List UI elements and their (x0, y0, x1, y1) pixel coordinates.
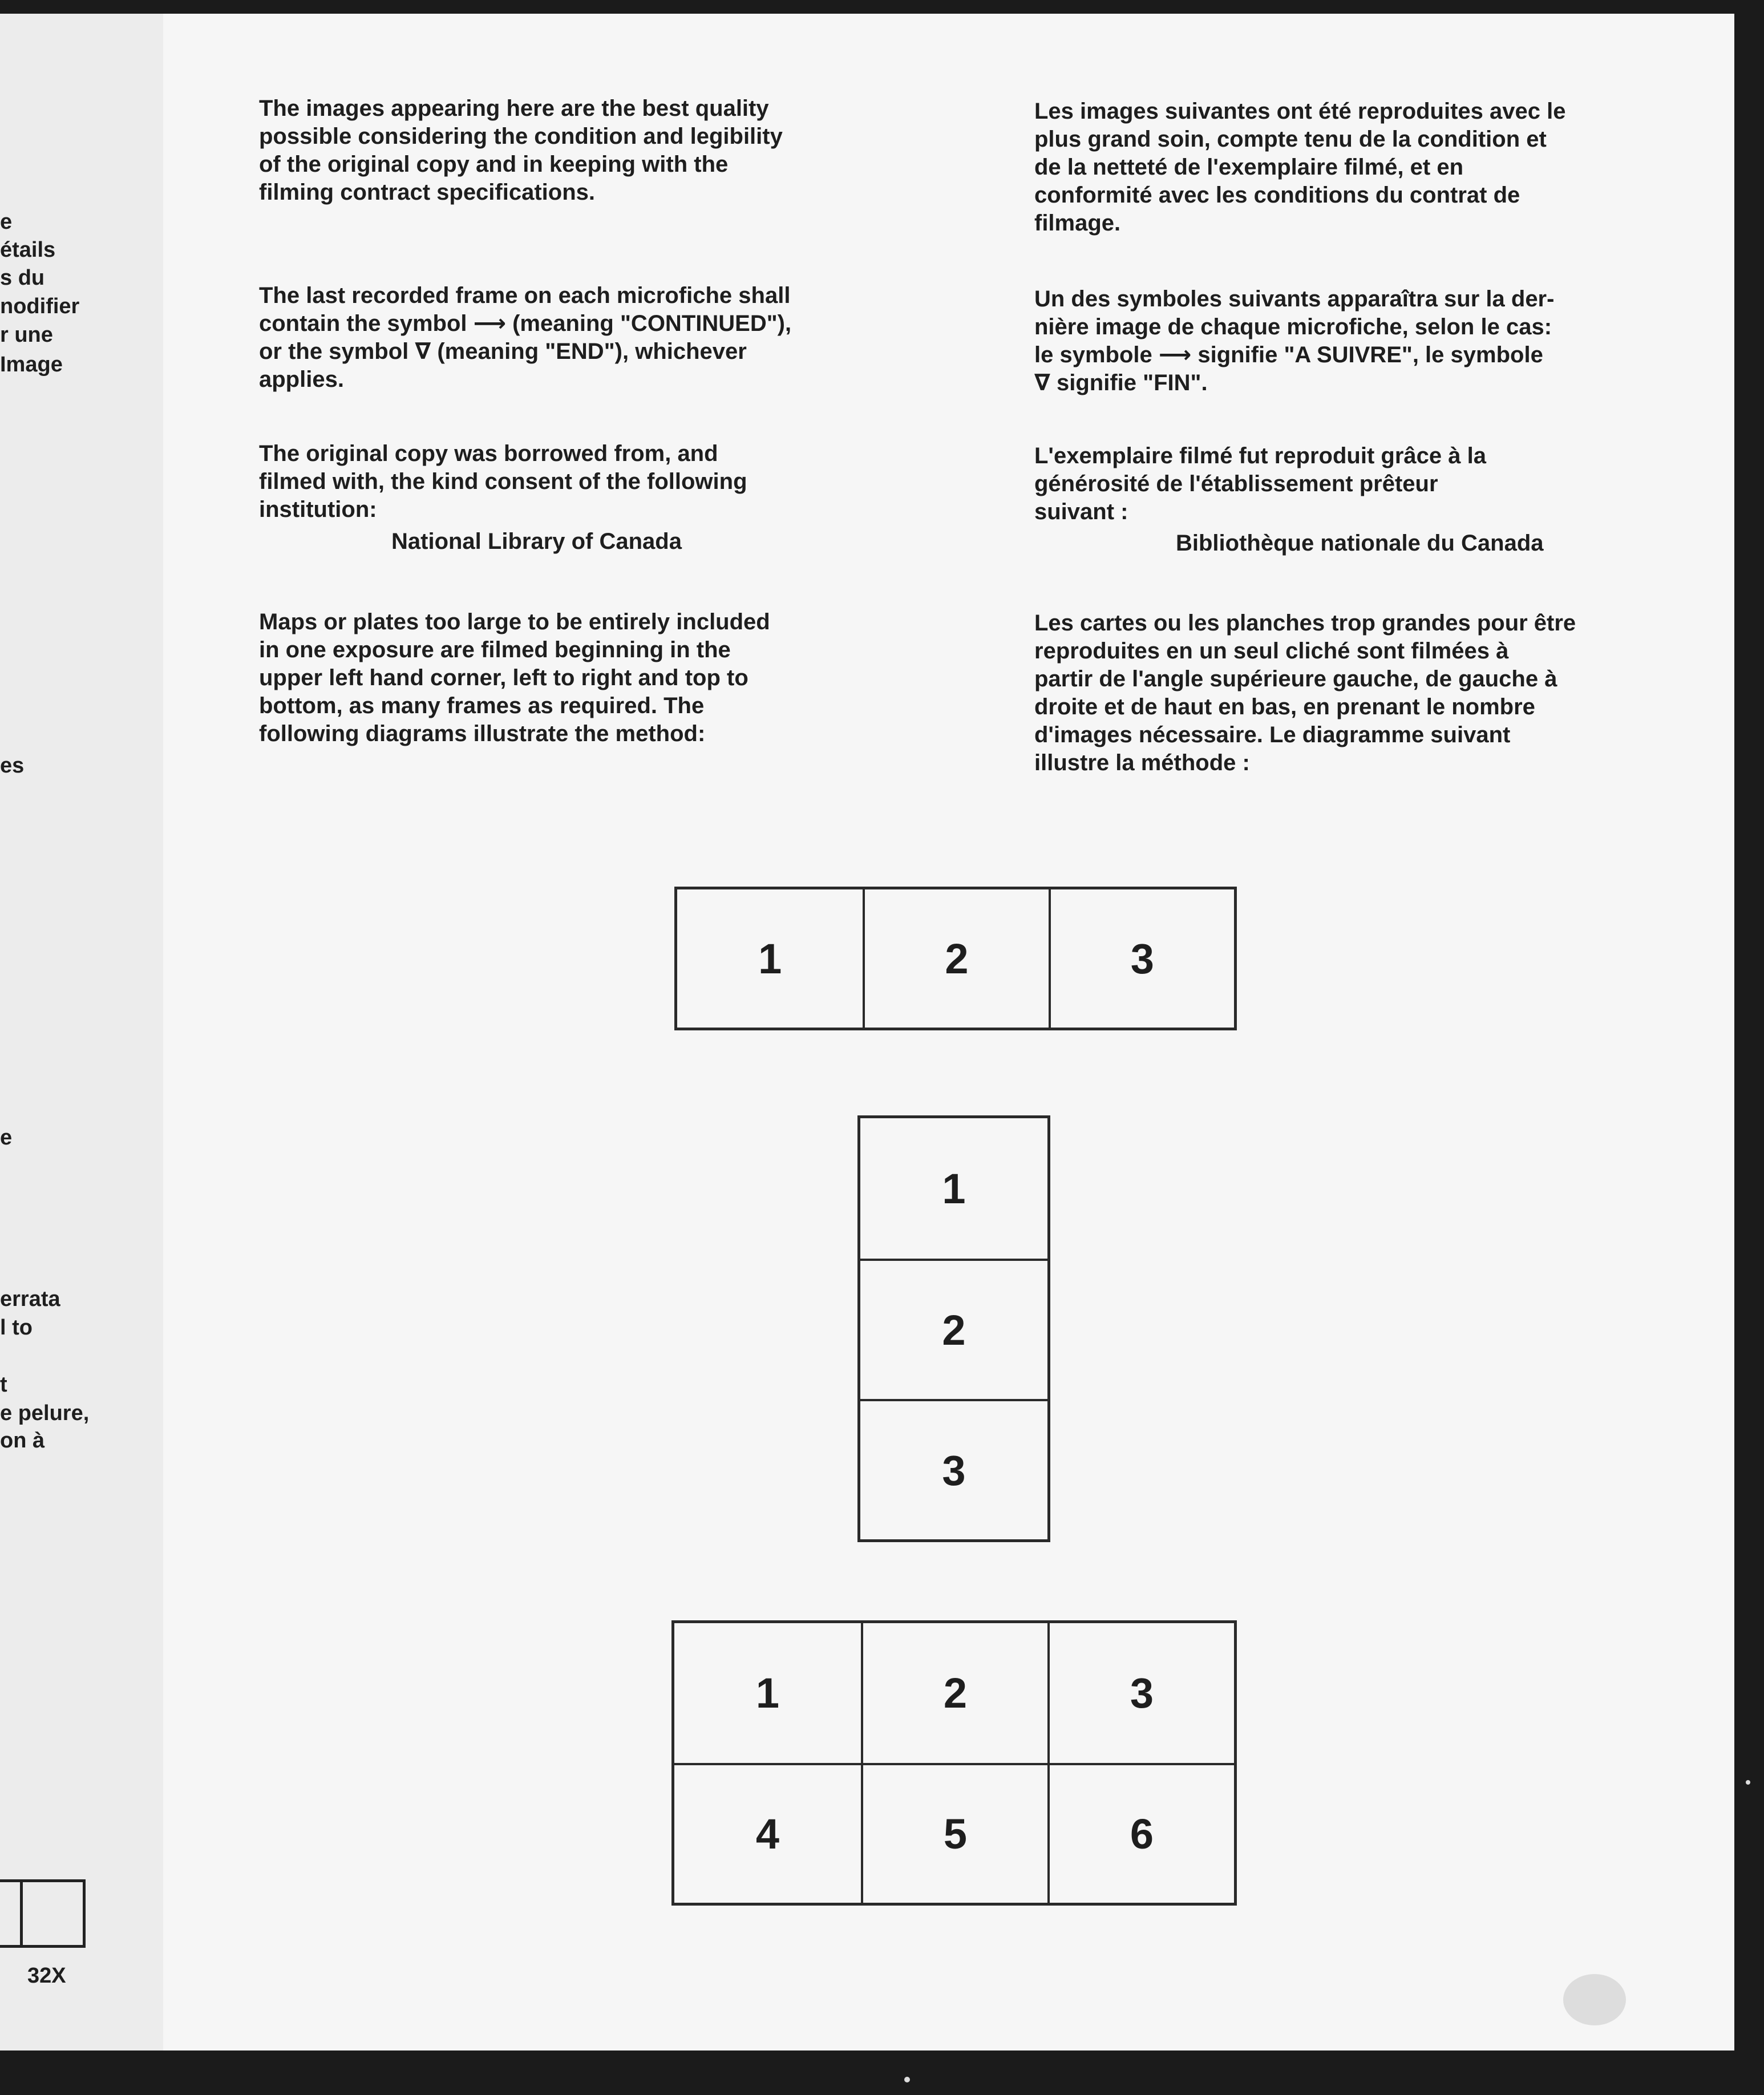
fragment: e pelure, (0, 1401, 90, 1425)
fragment: e (0, 210, 13, 234)
frame-cell: 6 (1047, 1763, 1234, 1903)
previous-page-strip (0, 14, 163, 2050)
english-institution: National Library of Canada (391, 529, 682, 554)
english-consent-notice: The original copy was borrowed from, and filmed with, the kind consent of the following institution: (259, 441, 747, 522)
frame-cell: 3 (860, 1399, 1047, 1539)
dust-speck (1746, 1780, 1750, 1785)
fragment: t (0, 1373, 7, 1397)
french-symbol-notice: Un des symboles suivants apparaîtra sur la der- nière image de chaque microfiche, selon le cas: le symbole ⟶ signifie "A SUIVRE", le symbole ∇ signifie "FIN". (1034, 286, 1555, 395)
english-symbol-notice: The last recorded frame on each microfiche shall contain the symbol ⟶ (meaning "CONTINUED"), or the symbol ∇ (meaning "END"), whichever applies. (259, 283, 792, 392)
french-institution: Bibliothèque nationale du Canada (1176, 531, 1544, 556)
fragment: errata (0, 1287, 60, 1311)
french-maps-notice: Les cartes ou les planches trop grandes pour être reproduites en un seul cliché sont filmées à partir de l'angle supérieure gauche, de gauche à droite et de haut en bas, en prenant le nombre d'images nécessaire. Le diagramme suivant illustre la méthode : (1034, 610, 1576, 775)
fragment: es (0, 754, 25, 778)
frame-cell: 5 (861, 1763, 1047, 1903)
frame-cell: 4 (674, 1763, 861, 1903)
english-quality-notice: The images appearing here are the best quality possible considering the condition and legibility of the original copy and in keeping with the filming contract specifications. (259, 96, 783, 205)
frame-cell: 1 (758, 935, 782, 982)
frame-cell: 2 (861, 1623, 1047, 1763)
fragment: l to (0, 1316, 33, 1340)
french-consent-notice: L'exemplaire filmé fut reproduit grâce à la générosité de l'établissement prêteur suivant : (1034, 443, 1486, 524)
vertical-frames-diagram (857, 1115, 1050, 1542)
fragment: r une (0, 323, 53, 347)
frame-cell: 3 (1047, 1623, 1234, 1763)
frame-cell: 2 (860, 1259, 1047, 1399)
dust-speck (1563, 1974, 1626, 2025)
fragment: e (0, 1126, 13, 1150)
fragment: Image (0, 353, 63, 377)
fragment: nodifier (0, 294, 80, 318)
horizontal-frames-diagram (674, 887, 1237, 1030)
fragment: on à (0, 1429, 45, 1453)
fragment: s du (0, 266, 45, 290)
fragment: étails (0, 238, 56, 262)
frame-cell: 1 (755, 1669, 780, 1717)
frame-cell: 1 (942, 1164, 966, 1212)
french-quality-notice: Les images suivantes ont été reproduites avec le plus grand soin, compte tenu de la condition et de la netteté de l'exemplaire filmé, et en conformité avec les conditions du contrat de filmage. (1034, 99, 1566, 236)
reduction-ratio-box (0, 1879, 86, 1948)
dust-speck (904, 2077, 910, 2082)
frame-cell: 2 (863, 889, 1048, 1028)
frame-cell: 3 (1049, 889, 1234, 1028)
reduction-ratio-label: 32X (27, 1964, 66, 1988)
english-maps-notice: Maps or plates too large to be entirely included in one exposure are filmed beginning in the upper left hand corner, left to right and top to bottom, as many frames as required. The following diagrams illustrate the method: (259, 609, 770, 746)
grid-frames-diagram (671, 1620, 1237, 1906)
